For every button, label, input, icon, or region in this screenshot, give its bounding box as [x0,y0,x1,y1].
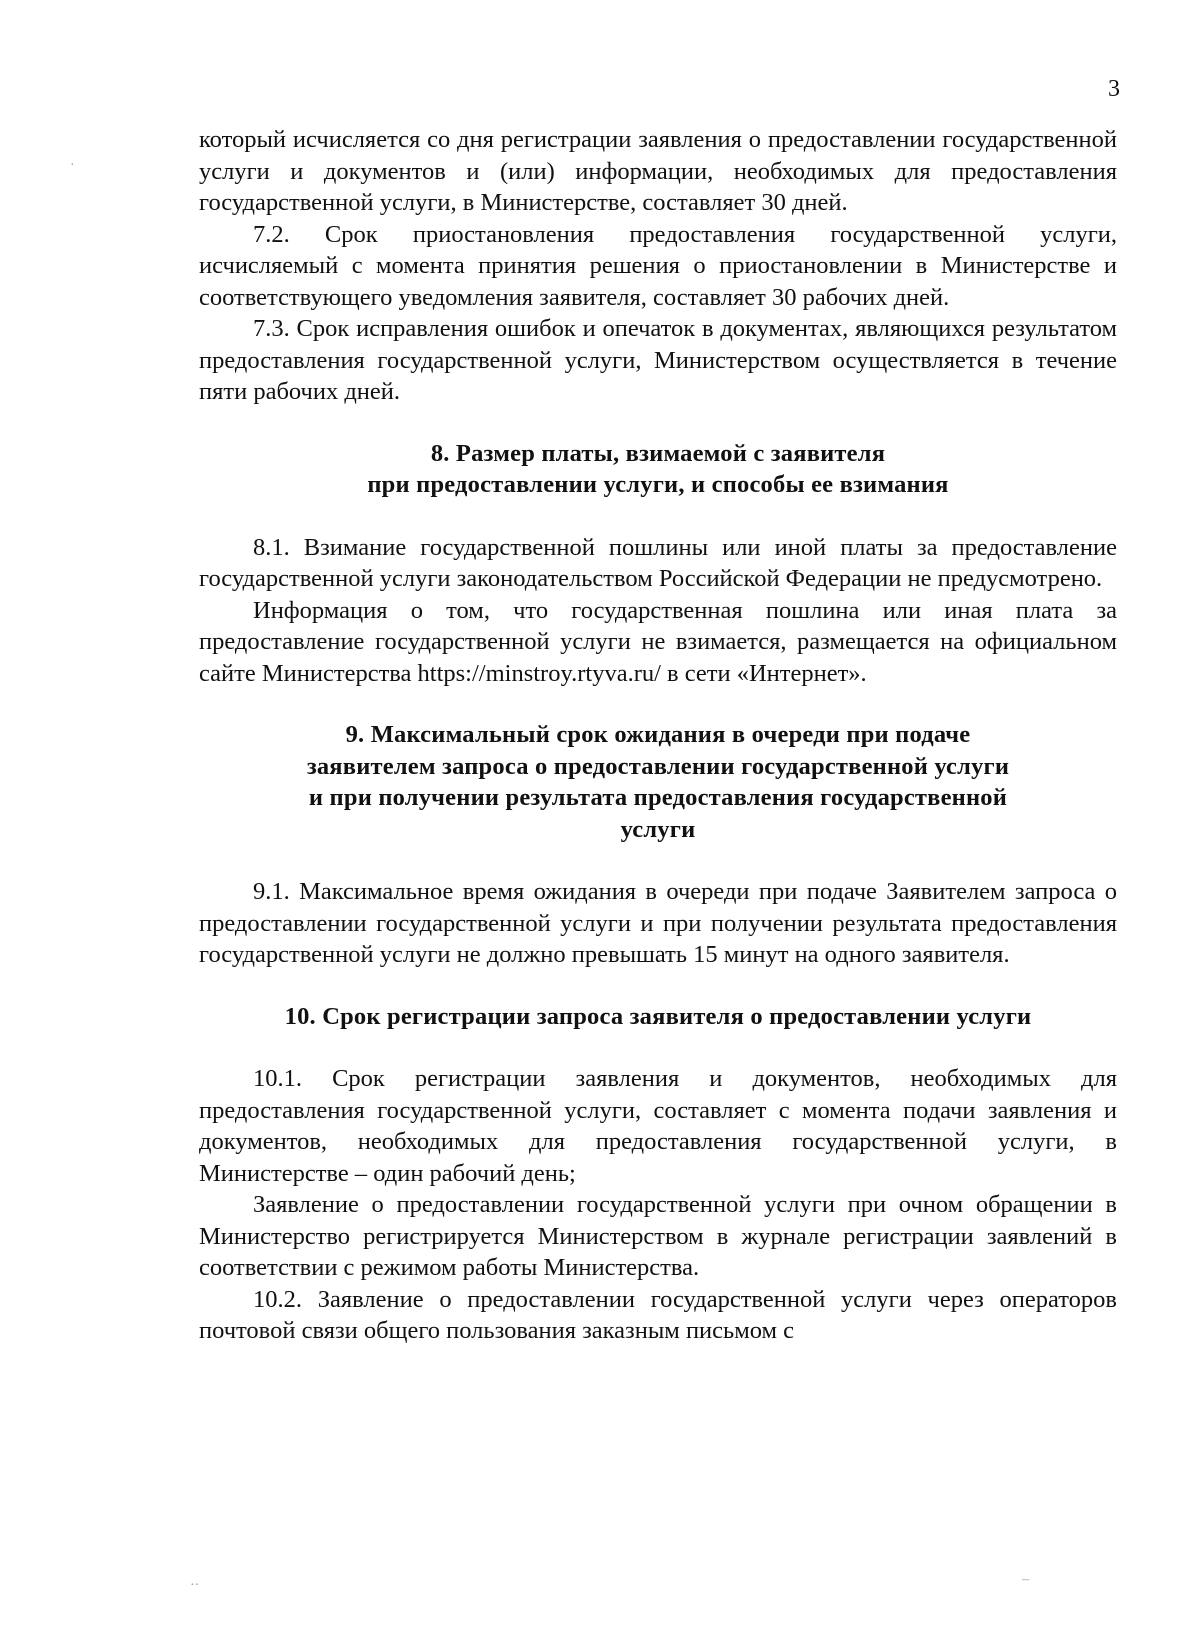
section-9-heading-line-4: услуги [620,815,696,843]
paragraph-10-2: 10.2. Заявление о предоставлении государственной услуги через операторов почтовой связи общего пользования заказным письмом с [199,1285,1117,1344]
paragraph-9-1: 9.1. Максимальное время ожидания в очереди при подаче Заявителем запроса о предоставлении государственной услуги и при получении результата предоставления государственной услуги не должно превышать 15 минут на одного заявителя. [199,878,1117,968]
paragraph-8-1: 8.1. Взимание государственной пошлины или иной платы за предоставление государственной услуги законодательством Российской Федерации не предусмотрено. [199,533,1117,592]
paragraph-7-2: 7.2. Срок приостановления предоставления государственной услуги, исчисляемый с момента принятия решения о приостановлении в Министерстве и соответствующего уведомления заявителя, составляет 30 рабочих дней. [199,220,1117,311]
section-8-heading-line-1: 8. Размер платы, взимаемой с заявителя [430,439,886,467]
document-body [199,124,1117,1347]
section-9-heading-line-1: 9. Максимальный срок ожидания в очереди при подаче [345,721,971,748]
section-9-heading-line-2: заявителем запроса о предоставлении государственной услуги [306,752,1010,780]
section-9-heading-line-3: и при получении результата предоставления государственной [308,784,1008,811]
page-number: 3 [1108,76,1120,102]
paragraph-7-1-continuation: который исчисляется со дня регистрации заявления о предоставлении государственной услуги и документов и (или) информации, необходимых для предоставления государственной услуги, в Министерстве, составляет 30 дней. [199,126,1117,216]
paragraph-8-info: Информация о том, что государственная пошлина или иная плата за предоставление государственной услуги не взимается, размещается на официальном сайте Министерства https://minstroy.rtyva.ru/ в сети «Интернет». [199,596,1117,687]
paragraph-10-1-registration: Заявление о предоставлении государственной услуги при очном обращении в Министерство регистрируется Министерством в журнале регистрации заявлений в соответствии с режимом работы Министерства. [199,1191,1117,1281]
section-8-heading [199,438,1117,501]
paragraph-10-1: 10.1. Срок регистрации заявления и документов, необходимых для предоставления государственной услуги, составляет с момента подачи заявления и документов, необходимых для предоставления государственной услуги, в Министерстве – один рабочий день; [199,1065,1117,1187]
scan-speck: – [1022,1572,1029,1587]
scan-speck: ·· [190,1578,200,1593]
section-8-heading-line-2: при предоставлении услуги, и способы ее взимания [367,471,949,498]
scan-speck: · [70,158,75,173]
section-9-heading [199,719,1117,845]
paragraph-7-3: 7.3. Срок исправления ошибок и опечаток в документах, являющихся результатом предоставления государственной услуги, Министерством осуществляется в течение пяти рабочих дней. [199,315,1117,405]
section-10-heading [199,1001,1117,1033]
section-10-heading-line-1: 10. Срок регистрации запроса заявителя о предоставлении услуги [284,1002,1032,1030]
